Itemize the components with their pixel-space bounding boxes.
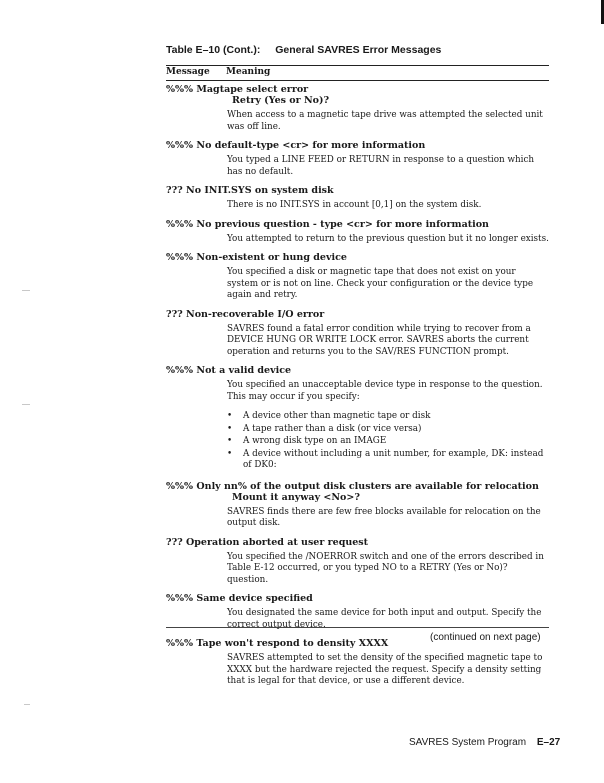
error-message: ??? No INIT.SYS on system disk xyxy=(166,185,334,196)
error-entry xyxy=(166,365,549,472)
error-meaning xyxy=(227,507,549,530)
page-number: E–27 xyxy=(536,737,561,748)
bullet-text: A wrong disk type on an IMAGE xyxy=(243,436,387,446)
column-header-message: Message xyxy=(166,67,210,77)
error-message-list xyxy=(166,84,549,695)
bullet-list xyxy=(227,411,549,472)
error-entry xyxy=(166,309,549,359)
error-meaning-text: You attempted to return to the previous question but it no longer exists. xyxy=(227,233,549,244)
error-meaning-text: SAVRES attempted to set the density of the specified magnetic tape to XXXX but the hardware rejected the request. Specify a density setting that is legal for that device, or use a different device. xyxy=(227,653,543,686)
table-header-rule xyxy=(166,80,549,81)
error-meaning xyxy=(227,380,549,403)
scan-speck xyxy=(24,704,30,705)
bullet-item: • A wrong disk type on an IMAGE xyxy=(227,436,387,446)
error-entry xyxy=(166,185,549,212)
error-meaning xyxy=(227,653,549,688)
error-meaning-text: When access to a magnetic tape drive was attempted the selected unit was off line. xyxy=(227,110,543,132)
error-message: %%% Same device specified xyxy=(166,593,313,604)
error-meaning xyxy=(227,234,549,246)
bullet-item: • A device without including a unit number, for example, DK: instead of DK0: xyxy=(227,448,544,470)
scan-speck xyxy=(22,290,30,291)
error-message: %%% Not a valid device xyxy=(166,365,292,376)
bullet-text: A device without including a unit number, for example, DK: instead of DK0: xyxy=(243,448,544,470)
error-meaning xyxy=(227,110,549,133)
error-entry xyxy=(166,252,549,302)
error-message: ??? Non-recoverable I/O error xyxy=(166,308,325,320)
error-message: %%% Only nn% of the output disk clusters are available for relocation xyxy=(166,480,539,492)
error-message: %%% No previous question - type <cr> for more information xyxy=(166,218,489,230)
error-meaning-text: You specified a disk or magnetic tape that does not exist on your system or is not on line. Check your configuration or the device type again and retry. xyxy=(227,267,534,300)
error-entry xyxy=(166,638,549,688)
table-caption xyxy=(166,44,441,56)
continued-note: (continued on next page) xyxy=(430,632,541,643)
page-footer xyxy=(409,737,560,748)
footer-section-title: SAVRES System Program xyxy=(409,737,527,748)
error-meaning-text: You specified the /NOERROR switch and one of the errors described in Table E-12 occurred, or you typed NO to a RETRY (Yes or No)? question. xyxy=(227,551,544,585)
error-meaning-text: You specified an unacceptable device type in response to the question. This may occur if you specify: xyxy=(227,380,543,402)
error-message: %%% No default-type <cr> for more information xyxy=(166,140,426,151)
error-prompt: Retry (Yes or No)? xyxy=(232,95,330,106)
error-meaning xyxy=(227,200,549,212)
error-entry xyxy=(166,537,549,587)
error-message: %%% Tape won't respond to density XXXX xyxy=(166,638,389,649)
error-meaning-text: You designated the same device for both input and output. Specify the correct output device. xyxy=(227,608,542,630)
error-meaning xyxy=(227,552,549,587)
error-meaning-text: SAVRES finds there are few free blocks available for relocation on the output disk. xyxy=(227,506,541,528)
table-header-row xyxy=(166,67,271,77)
table-top-rule xyxy=(166,65,549,66)
table-bottom-rule xyxy=(166,627,549,628)
bullet-item: • A tape rather than a disk (or vice versa) xyxy=(227,423,422,434)
error-meaning xyxy=(227,155,549,178)
error-entry xyxy=(166,140,549,178)
error-meaning-text: You typed a LINE FEED or RETURN in response to a question which has no default. xyxy=(227,155,535,177)
error-meaning xyxy=(227,324,549,359)
error-entry xyxy=(166,593,549,631)
error-entry xyxy=(166,219,549,246)
error-entry xyxy=(166,481,549,530)
table-caption-title: General SAVRES Error Messages xyxy=(275,44,442,56)
error-meaning xyxy=(227,267,549,302)
error-message: %%% Non-existent or hung device xyxy=(166,252,347,263)
error-message: %%% Magtape select error xyxy=(166,84,309,95)
table-caption-label: Table E–10 (Cont.): xyxy=(166,44,261,56)
error-meaning-text: SAVRES found a fatal error condition while trying to recover from a DEVICE HUNG OR WRITE LOCK error. SAVRES aborts the current operation and returns you to the SAV/RES FUNCTION prompt. xyxy=(227,323,531,357)
error-prompt: Mount it anyway <No>? xyxy=(232,491,360,503)
error-message: ??? Operation aborted at user request xyxy=(166,536,369,548)
bullet-item: • A device other than magnetic tape or disk xyxy=(227,411,431,421)
scan-speck xyxy=(22,404,30,405)
error-meaning-text: There is no INIT.SYS in account [0,1] on the system disk. xyxy=(227,200,482,210)
error-entry xyxy=(166,84,549,133)
column-header-meaning: Meaning xyxy=(226,67,271,77)
bullet-text: A device other than magnetic tape or disk xyxy=(243,411,431,421)
bullet-text: A tape rather than a disk (or vice versa) xyxy=(243,423,422,434)
